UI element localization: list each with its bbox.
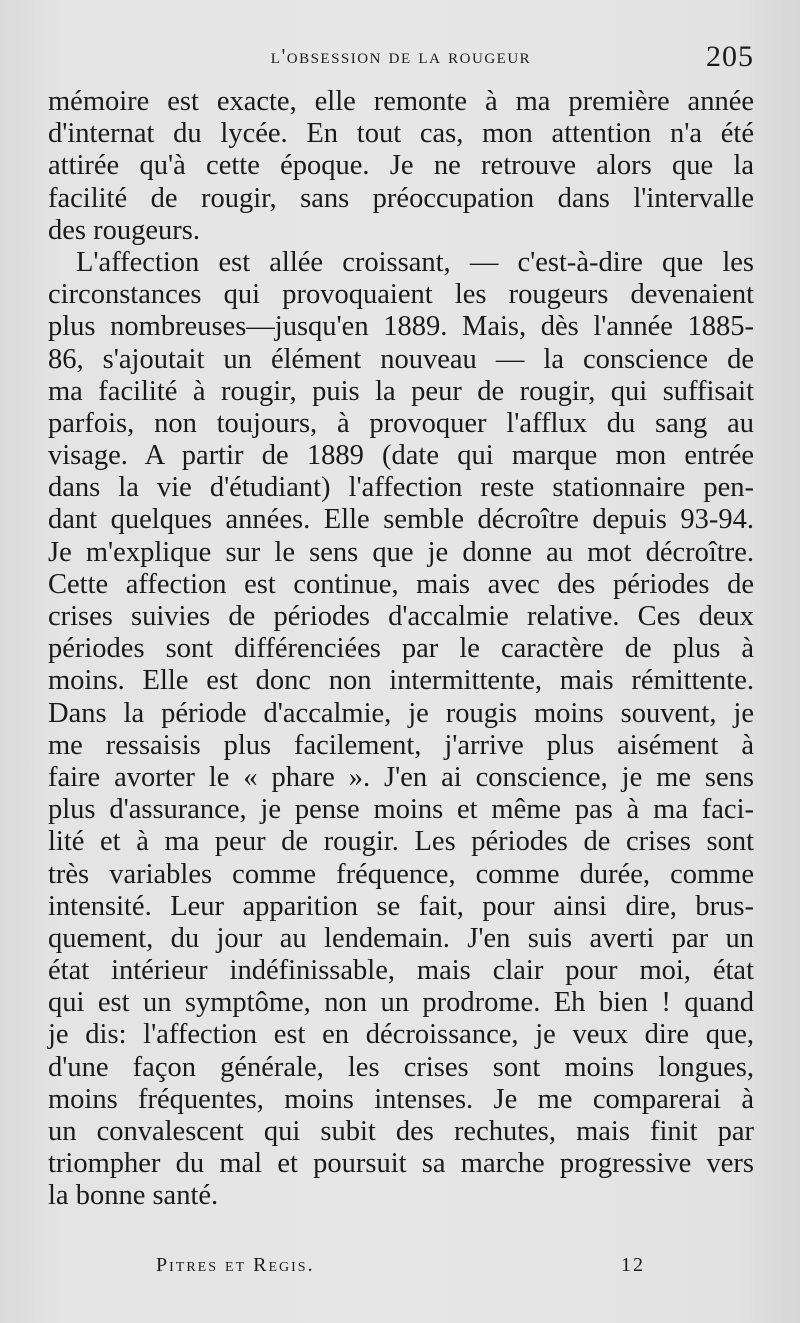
text-line: d'internat du lycée. En tout cas, mon attention n'a été	[48, 118, 754, 150]
text-line: parfois, non toujours, à provoquer l'afflux du sang au	[48, 407, 754, 439]
text-line: lité et à ma peur de rougir. Les périodes de crises sont	[48, 826, 754, 858]
text-line: plus nombreuses—jusqu'en 1889. Mais, dès l'année 1885-	[48, 311, 754, 343]
text-line: me ressaisis plus facilement, j'arrive plus aisément à	[48, 729, 754, 761]
text-line: qui est un symptôme, non un prodrome. Eh bien ! quand	[48, 987, 754, 1019]
text-line: dans la vie d'étudiant) l'affection reste stationnaire pen-	[48, 472, 754, 504]
text-line: d'une façon générale, les crises sont moins longues,	[48, 1051, 754, 1083]
text-line: Je m'explique sur le sens que je donne au mot décroître.	[48, 536, 754, 568]
body-text	[48, 86, 754, 1213]
sheet-number: 12	[621, 1254, 645, 1276]
text-line: triompher du mal et poursuit sa marche progressive vers	[48, 1148, 754, 1180]
text-line: ma facilité à rougir, puis la peur de rougir, qui suffisait	[48, 375, 754, 407]
text-line: circonstances qui provoquaient les rougeurs devenaient	[48, 279, 754, 311]
text-line: intensité. Leur apparition se fait, pour ainsi dire, brus-	[48, 890, 754, 922]
text-line: crises suivies de périodes d'accalmie relative. Ces deux	[48, 601, 754, 632]
text-line: des rougeurs.	[48, 214, 200, 246]
text-line: moins. Elle est donc non intermittente, mais rémittente.	[48, 665, 754, 697]
text-line: mémoire est exacte, elle remonte à ma première année	[48, 86, 754, 117]
text-line: dant quelques années. Elle semble décroître depuis 93-94.	[48, 504, 754, 536]
text-line: Cette affection est continue, mais avec des périodes de	[48, 568, 754, 600]
text-line: moins fréquentes, moins intenses. Je me comparerai à	[48, 1083, 754, 1115]
printer-signature: Pitres et Regis.	[156, 1254, 315, 1276]
page-number: 205	[706, 40, 754, 73]
running-title: l'obsession de la rougeur	[270, 44, 532, 68]
text-line: faire avorter le « phare ». J'en ai conscience, je me sens	[48, 761, 754, 793]
text-line: visage. A partir de 1889 (date qui marque mon entrée	[48, 440, 754, 472]
text-line: quement, du jour au lendemain. J'en suis averti par un	[48, 922, 754, 954]
page-footer	[156, 1254, 656, 1284]
text-line: je dis: l'affection est en décroissance, je veux dire que,	[48, 1019, 754, 1051]
text-line: très variables comme fréquence, comme durée, comme	[48, 858, 754, 890]
text-line: L'affection est allée croissant, — c'est-à-dire que les	[76, 246, 754, 278]
text-line: attirée qu'à cette époque. Je ne retrouve alors que la	[48, 150, 754, 182]
text-line: la bonne santé.	[48, 1180, 219, 1212]
text-line: facilité de rougir, sans préoccupation dans l'intervalle	[48, 182, 754, 214]
text-line: un convalescent qui subit des rechutes, mais finit par	[48, 1116, 754, 1147]
text-line: 86, s'ajoutait un élément nouveau — la conscience de	[48, 343, 754, 375]
text-line: plus d'assurance, je pense moins et même pas à ma faci-	[48, 794, 754, 826]
text-line: périodes sont différenciées par le caractère de plus à	[48, 633, 754, 665]
running-header	[48, 40, 754, 76]
text-line: Dans la période d'accalmie, je rougis moins souvent, je	[48, 697, 754, 729]
text-line: état intérieur indéfinissable, mais clair pour moi, état	[48, 955, 754, 987]
